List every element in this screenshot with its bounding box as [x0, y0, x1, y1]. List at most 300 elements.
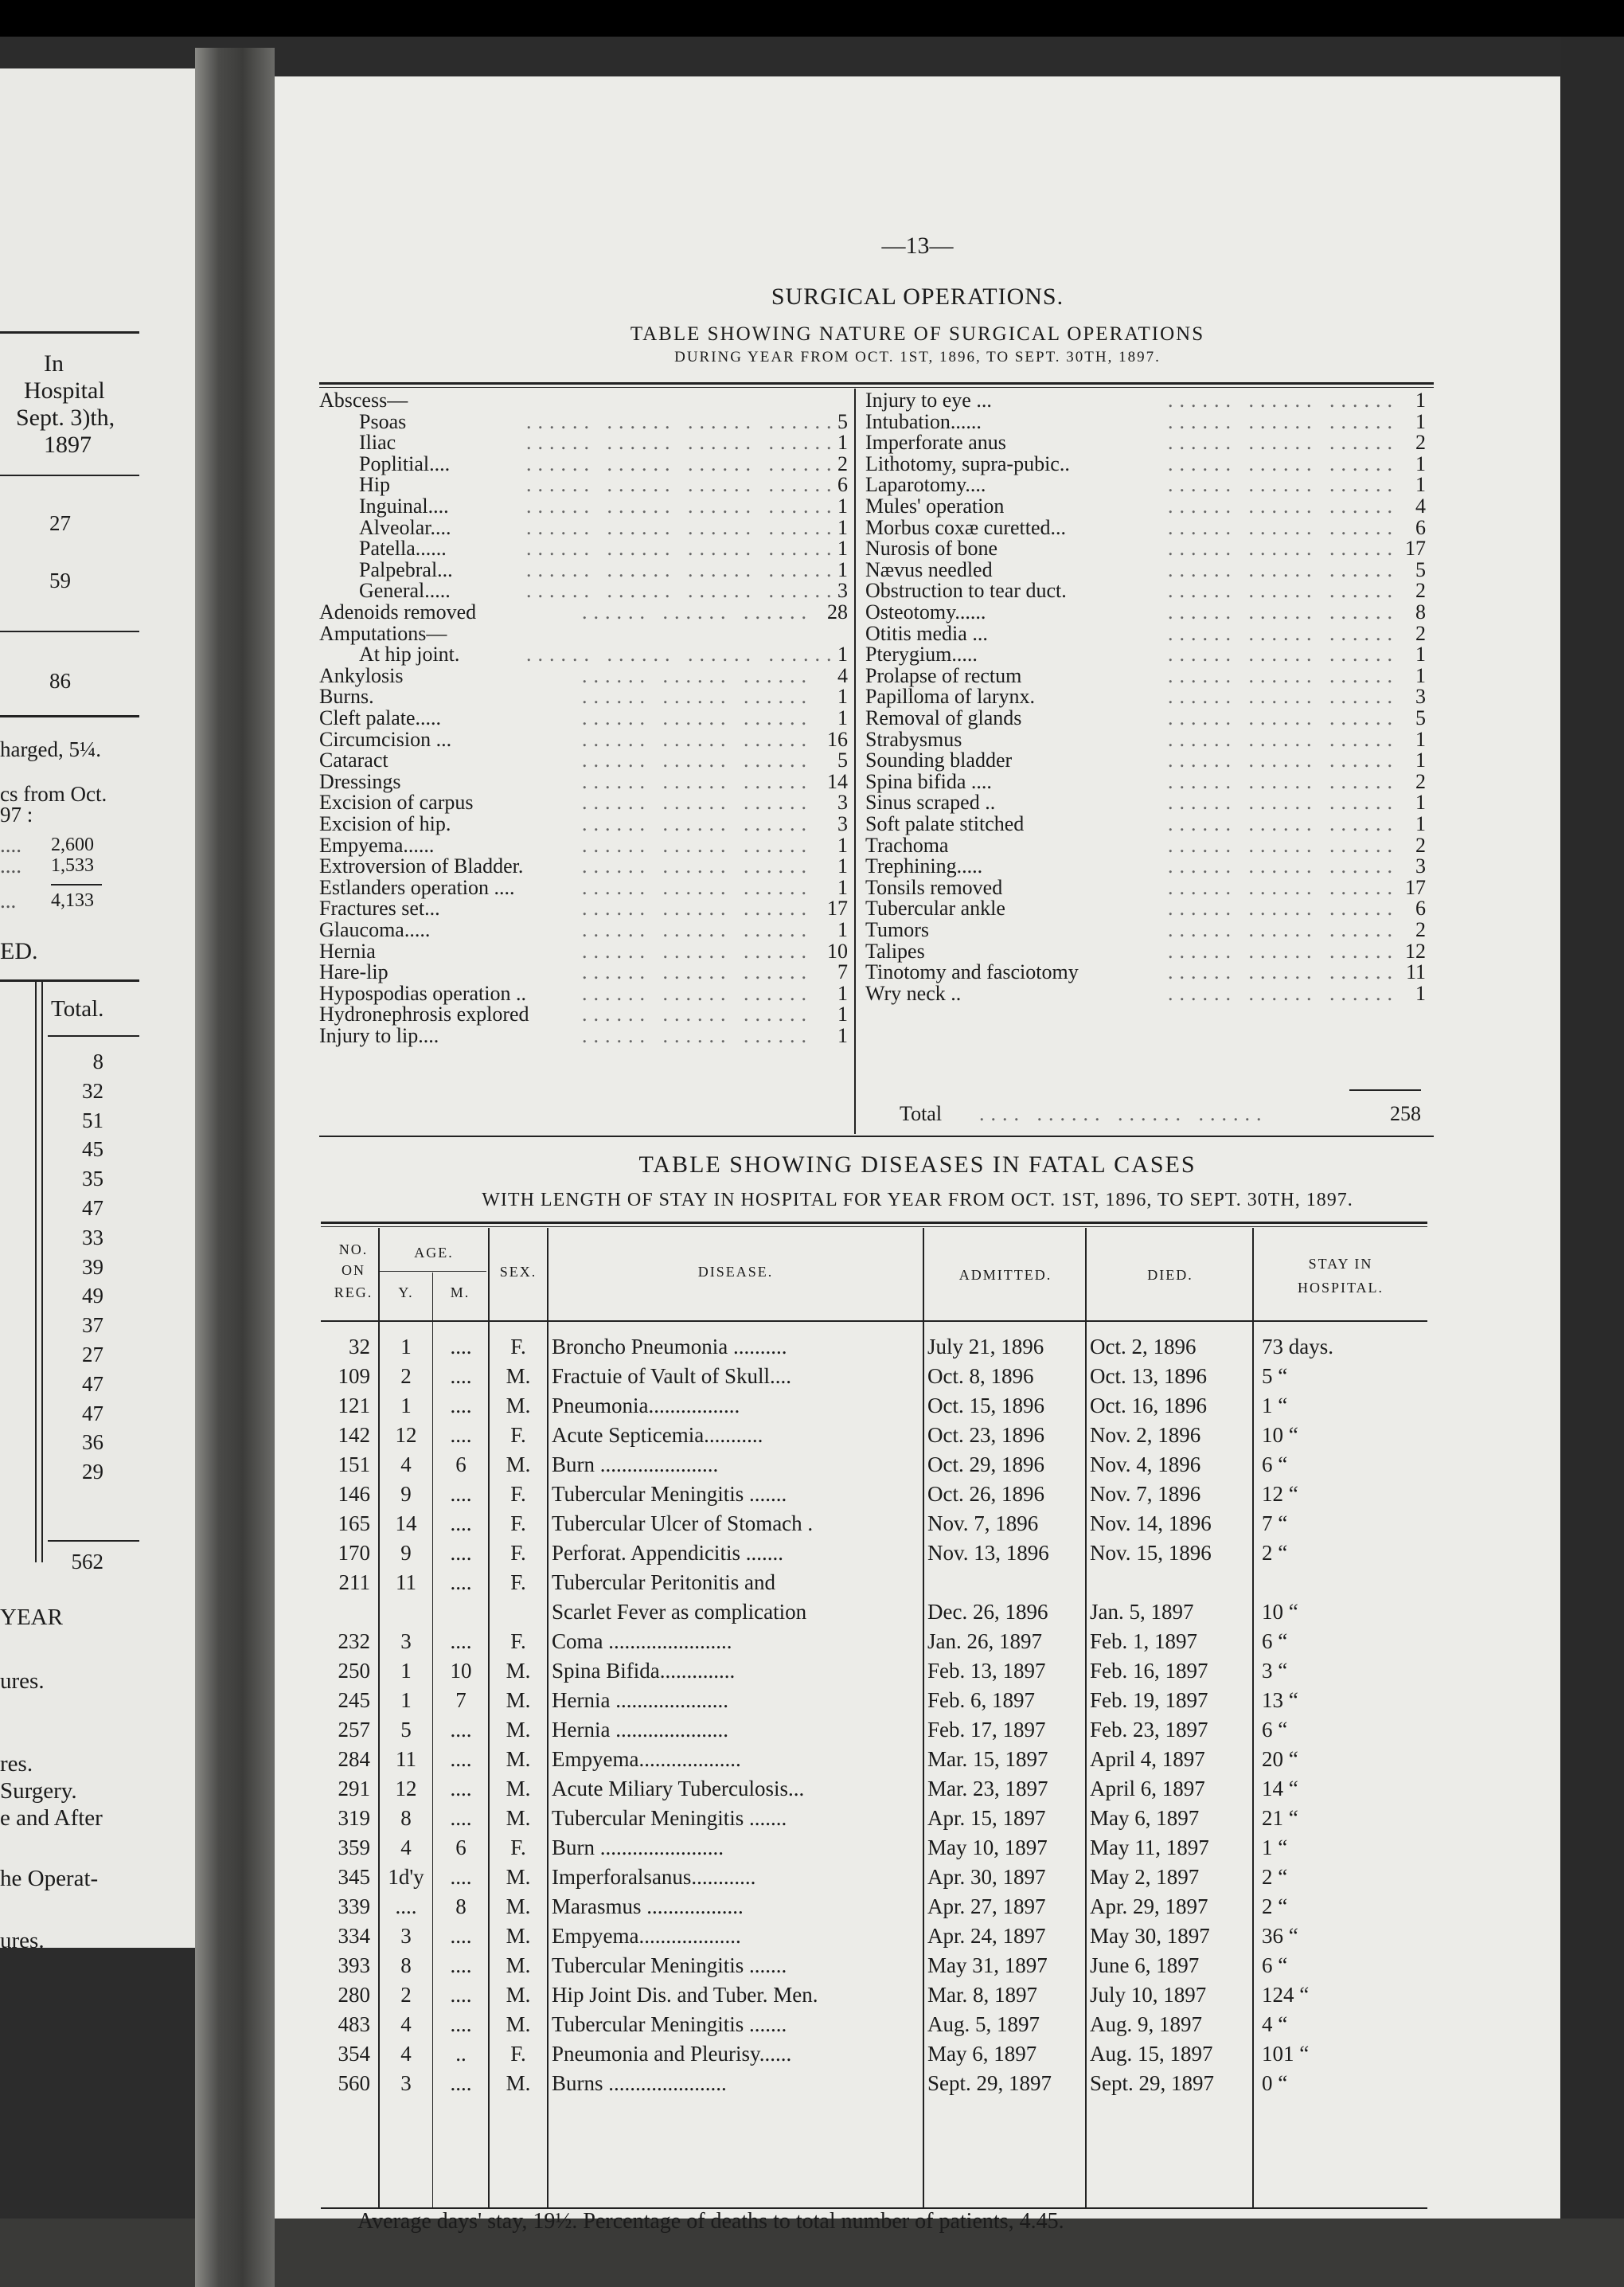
lp-header-2: Hospital — [24, 377, 105, 404]
ops-name: Sounding bladder — [865, 749, 1013, 772]
ops-row — [319, 621, 851, 645]
ops-row — [865, 835, 1429, 857]
col-line — [1252, 1228, 1254, 2207]
ops-name: Burns. — [319, 685, 374, 709]
ops-leader: ...... ...... ...... — [1168, 981, 1399, 1005]
reg-number: 211 — [338, 1570, 370, 1594]
ops-row — [319, 581, 851, 602]
lp-discharged: harged, 5¼. — [0, 737, 101, 761]
ops-leader: ...... ...... ...... ...... — [526, 537, 838, 561]
lp-total-rule — [48, 1035, 139, 1037]
age-years: 2 — [400, 1364, 412, 1388]
reg-number: 359 — [338, 1835, 370, 1859]
sex: M. — [506, 2012, 531, 2036]
ops-row — [865, 792, 1429, 814]
age-years: 9 — [400, 1541, 412, 1565]
stay-length: 12 “ — [1262, 1482, 1298, 1506]
lp-from-oct-2: 97 : — [0, 803, 33, 827]
ops-leader: ...... ...... ...... — [582, 812, 813, 835]
ops-count: 1 — [1415, 749, 1426, 772]
sex: M. — [506, 1894, 531, 1918]
ops-count: 1 — [837, 854, 848, 878]
age-months: .... — [450, 1570, 472, 1594]
ops-row — [319, 769, 851, 793]
lp-fragment: res. — [0, 1751, 33, 1777]
lp-from-oct: cs from Oct. — [0, 782, 107, 806]
disease: Marasmus .................. — [552, 1894, 744, 1918]
ops-name: At hip joint. — [359, 643, 460, 667]
ops-name: Spina bifida .... — [865, 769, 992, 793]
disease: Burns ...................... — [552, 2071, 727, 2095]
ops-leader: ...... ...... ...... — [1168, 939, 1399, 963]
ops-top-rule-2 — [319, 387, 1434, 388]
age-months: .... — [450, 1747, 472, 1771]
ops-leader: ...... ...... ...... — [582, 897, 813, 921]
ops-leader: ...... ...... ...... ...... — [526, 431, 838, 455]
lp-header-1: In — [44, 350, 64, 377]
disease: Tubercular Meningitis ....... — [552, 1953, 787, 1977]
sex: M. — [506, 1364, 531, 1388]
hdr-reg: REG. — [334, 1284, 373, 1300]
age-months: .... — [450, 1806, 472, 1830]
ops-leader: ...... ...... ...... — [1168, 643, 1399, 667]
admitted-date: May 10, 1897 — [927, 1835, 1048, 1859]
reg-number: 142 — [338, 1423, 370, 1447]
ops-name: Cleft palate..... — [319, 706, 442, 729]
ops-row — [865, 898, 1429, 920]
died-date: Aug. 15, 1897 — [1090, 2042, 1213, 2066]
ops-table-title: TABLE SHOWING NATURE OF SURGICAL OPERATIONS — [630, 323, 1205, 345]
ops-row — [865, 475, 1429, 496]
ops-row — [319, 686, 851, 708]
reg-number: 483 — [338, 2012, 370, 2036]
ops-leader: ...... ...... ...... — [582, 981, 813, 1005]
ops-count: 2 — [1415, 918, 1426, 941]
age-years: 1 — [400, 1688, 412, 1712]
ops-name: Wry neck .. — [865, 981, 962, 1005]
sex: M. — [506, 1688, 531, 1712]
age-months: 8 — [455, 1894, 467, 1918]
ops-name: Dressings — [319, 769, 401, 793]
lp-fragment: ures. — [0, 1928, 45, 1953]
admitted-date: Oct. 26, 1896 — [927, 1482, 1044, 1506]
sex: M. — [506, 2071, 531, 2095]
ops-row — [865, 769, 1429, 793]
ops-row — [865, 581, 1429, 602]
ops-row — [865, 515, 1429, 539]
col-line — [923, 1228, 924, 2207]
ops-leader: ...... ...... ...... — [582, 833, 813, 857]
lp-header-rule — [0, 475, 139, 476]
ops-name: Iliac — [359, 431, 396, 455]
hdr-hospital: HOSPITAL. — [1297, 1280, 1384, 1296]
admitted-date: July 21, 1896 — [927, 1335, 1044, 1359]
died-date: April 4, 1897 — [1090, 1747, 1205, 1771]
hdr-m: M. — [450, 1284, 470, 1300]
section-title: SURGICAL OPERATIONS. — [771, 283, 1064, 310]
age-months: .... — [450, 1394, 472, 1417]
ops-row — [319, 538, 851, 560]
ops-leader: ...... ...... ...... — [1168, 685, 1399, 709]
col-line — [1085, 1228, 1087, 2207]
ops-count: 2 — [1415, 769, 1426, 793]
ops-row — [319, 792, 851, 814]
ops-name: Palpebral... — [359, 557, 453, 581]
ops-name: Circumcision ... — [319, 727, 452, 751]
ops-count: 1 — [837, 643, 848, 667]
reg-number: 354 — [338, 2042, 370, 2066]
died-date: Feb. 16, 1897 — [1090, 1659, 1208, 1683]
sex: M. — [506, 1394, 531, 1417]
admitted-date: Apr. 27, 1897 — [927, 1894, 1046, 1918]
lp-fragment: YEAR — [0, 1605, 63, 1630]
ops-name: Amputations— — [319, 621, 447, 645]
ops-leader: ...... ...... ...... — [582, 663, 813, 687]
lp-total-value: 33 — [82, 1225, 103, 1249]
sex: M. — [506, 1718, 531, 1742]
age-months: .... — [450, 1482, 472, 1506]
ops-top-rule — [319, 382, 1434, 385]
ops-count: 3 — [1415, 854, 1426, 878]
died-date: May 11, 1897 — [1090, 1835, 1209, 1859]
age-years: 1 — [400, 1335, 412, 1359]
sex: F. — [510, 1835, 526, 1859]
ops-name: Injury to lip.... — [319, 1024, 439, 1047]
admitted-date: Sept. 29, 1897 — [927, 2071, 1052, 2095]
hdr-on: ON — [342, 1262, 365, 1278]
ops-leader: ...... ...... ...... ...... — [526, 473, 838, 497]
lp-total-value: 37 — [82, 1313, 103, 1338]
lp-total-value: 39 — [82, 1254, 103, 1279]
died-date: April 6, 1897 — [1090, 1777, 1205, 1800]
ops-name: Glaucoma..... — [319, 918, 431, 941]
stay-length: 6 “ — [1262, 1953, 1288, 1977]
sex: F. — [510, 1629, 526, 1653]
died-date: May 2, 1897 — [1090, 1865, 1200, 1889]
ops-name: Tubercular ankle — [865, 897, 1005, 921]
lp-top-rule — [0, 331, 139, 334]
died-date: June 6, 1897 — [1090, 1953, 1200, 1977]
ops-count: 4 — [1415, 495, 1426, 518]
ops-leader: ...... ...... ...... — [1168, 791, 1399, 815]
scan-right-background — [1560, 37, 1624, 2219]
ops-leader: ...... ...... ...... — [582, 1024, 813, 1047]
ops-count: 1 — [1415, 812, 1426, 835]
ops-count: 12 — [1405, 939, 1426, 963]
ops-leader: ...... ...... ...... — [582, 685, 813, 709]
age-months: .... — [450, 1718, 472, 1742]
disease: Hernia ..................... — [552, 1688, 728, 1712]
admitted-date: Oct. 15, 1896 — [927, 1394, 1044, 1417]
admitted-date: Feb. 6, 1897 — [927, 1688, 1035, 1712]
col-line — [547, 1228, 548, 2207]
reg-number: 334 — [338, 1924, 370, 1948]
ops-count: 6 — [1415, 897, 1426, 921]
ops-count: 1 — [837, 981, 848, 1005]
sex: M. — [506, 1452, 531, 1476]
lp-grand-rule — [48, 1540, 139, 1542]
reg-number: 560 — [338, 2071, 370, 2095]
ops-leader: ...... ...... ...... ...... — [526, 452, 838, 475]
admitted-date: Mar. 15, 1897 — [927, 1747, 1048, 1771]
ops-leader: ...... ...... ...... — [582, 727, 813, 751]
ops-row — [319, 898, 851, 920]
age-years: 3 — [400, 1629, 412, 1653]
admitted-date: Nov. 13, 1896 — [927, 1541, 1049, 1565]
disease: Broncho Pneumonia .......... — [552, 1335, 787, 1359]
age-years: 3 — [400, 1924, 412, 1948]
hdr-sex: SEX. — [499, 1264, 537, 1280]
stay-length: 124 “ — [1262, 1983, 1310, 2007]
disease: Hip Joint Dis. and Tuber. Men. — [552, 1983, 818, 2007]
fatal-table-footer: Average days' stay, 19½. Percentage of deaths to total number of patients, 4.45. — [357, 2209, 1064, 2234]
disease: Scarlet Fever as complication — [552, 1600, 807, 1624]
age-months: .... — [450, 1364, 472, 1388]
ops-leader: ...... ...... ...... — [582, 1003, 813, 1026]
reg-number: 280 — [338, 1983, 370, 2007]
ops-leader: ...... ...... ...... — [1168, 537, 1399, 561]
ops-row — [319, 962, 851, 983]
age-years: 4 — [400, 1452, 412, 1476]
ops-count: 1 — [837, 1024, 848, 1047]
disease: Pneumonia and Pleurisy...... — [552, 2042, 792, 2066]
ops-row — [865, 875, 1429, 899]
ops-leader: ...... ...... ...... — [1168, 495, 1399, 518]
lp-value: 86 — [49, 669, 71, 693]
ops-leader: ...... ...... ...... — [1168, 600, 1399, 624]
reg-number: 146 — [338, 1482, 370, 1506]
ops-row — [319, 1026, 851, 1047]
lp-sum-rule — [0, 631, 139, 632]
ops-leader: ...... ...... ...... ...... — [526, 409, 838, 433]
ops-leader: ...... ...... ...... — [582, 706, 813, 729]
admitted-date: Feb. 17, 1897 — [927, 1718, 1046, 1742]
sex: F. — [510, 2042, 526, 2066]
ops-row — [865, 686, 1429, 708]
lp-total-value: 27 — [82, 1343, 103, 1366]
ops-row — [865, 856, 1429, 878]
stay-length: 6 “ — [1262, 1629, 1288, 1653]
ops-row — [319, 1004, 851, 1026]
ops-row — [865, 750, 1429, 772]
died-date: Aug. 9, 1897 — [1090, 2012, 1202, 2036]
reg-number: 165 — [338, 1511, 370, 1535]
lp-total-value: 32 — [82, 1078, 103, 1103]
sex: M. — [506, 1806, 531, 1830]
lp-total-value: 47 — [82, 1401, 103, 1425]
ops-row — [319, 409, 851, 433]
ops-name: Prolapse of rectum — [865, 663, 1022, 687]
ops-leader: ...... ...... ...... — [1168, 833, 1399, 857]
disease: Tubercular Peritonitis and — [552, 1570, 775, 1594]
ops-leader: ...... ...... ...... — [582, 960, 813, 984]
ops-count: 11 — [1405, 960, 1426, 984]
ops-count: 1 — [837, 833, 848, 857]
died-date: Apr. 29, 1897 — [1090, 1894, 1208, 1918]
ops-row — [865, 920, 1429, 941]
sex: F. — [510, 1335, 526, 1359]
ops-row — [319, 708, 851, 729]
disease: Tubercular Meningitis ....... — [552, 1806, 787, 1830]
sex: F. — [510, 1511, 526, 1535]
lp-table-rule — [0, 979, 139, 982]
stay-length: 73 days. — [1262, 1335, 1333, 1359]
col-line — [432, 1273, 433, 2207]
ops-name: Alveolar.... — [359, 515, 451, 539]
stay-length: 20 “ — [1262, 1747, 1298, 1771]
ops-count: 2 — [1415, 579, 1426, 603]
ops-leader: ...... ...... ...... — [1168, 875, 1399, 899]
ops-row — [319, 814, 851, 835]
ops-name: Ankylosis — [319, 663, 404, 687]
reg-number: 339 — [338, 1894, 370, 1918]
admitted-date: Oct. 8, 1896 — [927, 1364, 1034, 1388]
ops-count: 3 — [1415, 685, 1426, 709]
lp-fragment: Surgery. — [0, 1778, 77, 1804]
died-date: July 10, 1897 — [1090, 1983, 1207, 2007]
ops-name: Excision of carpus — [319, 791, 474, 815]
ops-count: 2 — [1415, 431, 1426, 455]
hdr-y: Y. — [398, 1284, 414, 1300]
ops-name: Lithotomy, supra-pubic.. — [865, 452, 1070, 475]
ops-count: 1 — [837, 918, 848, 941]
ops-name: Extroversion of Bladder. — [319, 854, 524, 878]
stay-length: 4 “ — [1262, 2012, 1288, 2036]
ops-total-label: Total — [900, 1102, 943, 1125]
died-date: Oct. 13, 1896 — [1090, 1364, 1207, 1388]
ops-leader: ...... ...... ...... ...... — [526, 515, 838, 539]
stay-length: 1 “ — [1262, 1835, 1288, 1859]
died-date: May 30, 1897 — [1090, 1924, 1210, 1948]
died-date: Nov. 14, 1896 — [1090, 1511, 1212, 1535]
ops-leader: ...... ...... ...... — [1168, 663, 1399, 687]
sex: F. — [510, 1482, 526, 1506]
ops-name: Tumors — [865, 918, 929, 941]
ops-leader: ...... ...... ...... — [1168, 918, 1399, 941]
lp-fragment: he Operat- — [0, 1866, 99, 1891]
ops-name: Empyema...... — [319, 833, 435, 857]
admitted-date: Jan. 26, 1897 — [927, 1629, 1042, 1653]
ops-row — [865, 390, 1429, 412]
ops-leader: ...... ...... ...... — [582, 939, 813, 963]
ops-name: Morbus coxæ curetted... — [865, 515, 1067, 539]
fatal-top-rule — [321, 1222, 1427, 1224]
ops-leader: ...... ...... ...... — [1168, 409, 1399, 433]
ops-row — [319, 390, 851, 412]
ops-name: Abscess— — [319, 389, 408, 412]
disease: Perforat. Appendicitis ....... — [552, 1541, 783, 1565]
ops-name: Soft palate stitched — [865, 812, 1025, 835]
ops-row — [865, 729, 1429, 751]
ops-count: 1 — [837, 706, 848, 729]
ops-row — [865, 557, 1429, 581]
ops-count: 2 — [1415, 833, 1426, 857]
ops-count: 1 — [837, 1003, 848, 1026]
died-date: May 6, 1897 — [1090, 1806, 1200, 1830]
ops-name: Hypospodias operation .. — [319, 981, 526, 1005]
disease: Burn ....................... — [552, 1835, 724, 1859]
ops-row — [319, 875, 851, 899]
ops-leader: ...... ...... ...... — [1168, 706, 1399, 729]
ops-count: 1 — [1415, 389, 1426, 412]
stay-length: 5 “ — [1262, 1364, 1288, 1388]
lp-grand-total: 562 — [71, 1550, 103, 1574]
lp-total-value: 49 — [82, 1284, 103, 1308]
ops-name: Patella...... — [359, 537, 447, 561]
disease: Tubercular Meningitis ....... — [552, 2012, 787, 2036]
ops-name: Poplitial.... — [359, 452, 451, 475]
sex: M. — [506, 1747, 531, 1771]
ops-row — [319, 920, 851, 941]
ops-name: Cataract — [319, 749, 388, 772]
sex: F. — [510, 1541, 526, 1565]
died-date: Nov. 15, 1896 — [1090, 1541, 1212, 1565]
died-date: Feb. 19, 1897 — [1090, 1688, 1208, 1712]
ops-column-divider — [854, 389, 856, 1134]
fatal-top-rule-2 — [321, 1226, 1427, 1227]
stay-length: 14 “ — [1262, 1777, 1298, 1800]
ops-name: Pterygium..... — [865, 643, 978, 667]
ops-row — [865, 496, 1429, 518]
ops-name: Nurosis of bone — [865, 537, 998, 561]
reg-number: 319 — [338, 1806, 370, 1830]
stay-length: 36 “ — [1262, 1924, 1298, 1948]
ops-row — [865, 962, 1429, 983]
ops-leader: ...... ...... ...... ...... — [526, 557, 838, 581]
died-date: Feb. 23, 1897 — [1090, 1718, 1208, 1742]
book-gutter — [195, 48, 275, 2287]
ops-name: Intubation...... — [865, 409, 982, 433]
age-months: 7 — [455, 1688, 467, 1712]
lp-total-value: 45 — [82, 1137, 103, 1162]
sex: M. — [506, 1924, 531, 1948]
lp-total-value: 47 — [82, 1371, 103, 1396]
ops-row — [865, 814, 1429, 835]
reg-number: 121 — [338, 1394, 370, 1417]
disease: Tubercular Meningitis ....... — [552, 1482, 787, 1506]
age-months: .... — [450, 1511, 472, 1535]
ops-leader: ...... ...... ...... — [1168, 621, 1399, 645]
age-years: 12 — [395, 1423, 417, 1447]
reg-number: 345 — [338, 1865, 370, 1889]
ops-count: 28 — [827, 600, 848, 624]
ops-leader: ...... ...... ...... — [582, 791, 813, 815]
admitted-date: Oct. 23, 1896 — [927, 1423, 1044, 1447]
ops-leader: ...... ...... ...... ...... — [526, 495, 838, 518]
reg-number: 257 — [338, 1718, 370, 1742]
lp-total-value: 47 — [82, 1196, 103, 1220]
died-date: Oct. 2, 1896 — [1090, 1335, 1197, 1359]
ops-leader: ...... ...... ...... — [1168, 389, 1399, 412]
ops-leader: ...... ...... ...... ...... — [526, 579, 838, 603]
ops-name: Strabysmus — [865, 727, 962, 751]
ops-leader: ...... ...... ...... — [1168, 431, 1399, 455]
reg-number: 151 — [338, 1452, 370, 1476]
stay-length: 0 “ — [1262, 2071, 1288, 2095]
age-months: .... — [450, 2012, 472, 2036]
age-years: 5 — [400, 1718, 412, 1742]
lp-sum-total: 4,133 — [51, 890, 94, 911]
fatal-table-subtitle: WITH LENGTH OF STAY IN HOSPITAL FOR YEAR FROM OCT. 1ST, 1896, TO SEPT. 30TH, 1897. — [482, 1190, 1353, 1210]
ops-row — [319, 557, 851, 581]
hdr-age: AGE. — [414, 1245, 454, 1261]
ops-leader: ...... ...... ...... — [1168, 579, 1399, 603]
age-months: 10 — [450, 1659, 472, 1683]
reg-number: 250 — [338, 1659, 370, 1683]
ops-row — [319, 602, 851, 624]
ops-name: Papilloma of larynx. — [865, 685, 1036, 709]
ops-leader: ...... ...... ...... — [1168, 769, 1399, 793]
